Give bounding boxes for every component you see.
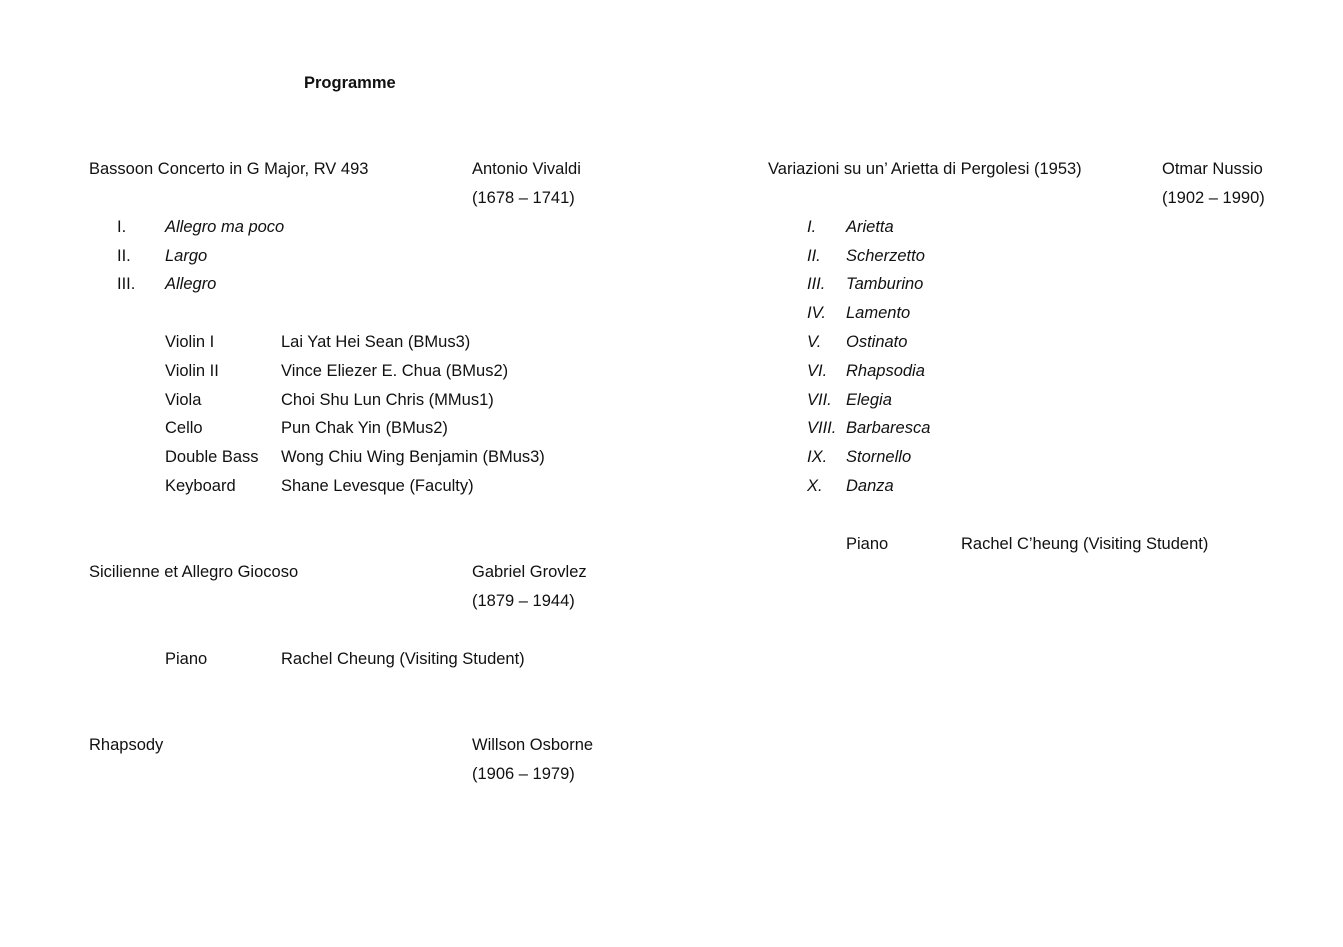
performer-name: Pun Chak Yin (BMus2): [281, 419, 448, 437]
composer-dates: (1879 – 1944): [472, 592, 575, 610]
performer-name: Vince Eliezer E. Chua (BMus2): [281, 362, 509, 380]
movement-name: Stornello: [846, 448, 912, 466]
page-title: Programme: [304, 74, 396, 92]
piece-title: Bassoon Concerto in G Major, RV 493: [89, 160, 369, 178]
movement-number: IV.: [807, 304, 826, 322]
performer-role: Violin II: [165, 362, 219, 380]
performer-name: Shane Levesque (Faculty): [281, 477, 474, 495]
movement-name: Barbaresca: [846, 419, 931, 437]
movement-number: X.: [807, 477, 823, 495]
performer-name: Rachel Cheung (Visiting Student): [281, 650, 525, 668]
movement-number: IX.: [807, 448, 828, 466]
movement-number: III.: [117, 275, 136, 293]
performer-role: Violin I: [165, 333, 215, 351]
composer-dates: (1906 – 1979): [472, 765, 575, 783]
composer-name: Otmar Nussio: [1162, 160, 1263, 178]
performer-role: Keyboard: [165, 477, 236, 495]
movement-name: Elegia: [846, 391, 892, 409]
performer-role: Cello: [165, 419, 203, 437]
performer-name: Lai Yat Hei Sean (BMus3): [281, 333, 471, 351]
piece-title: Variazioni su un’ Arietta di Pergolesi (1953): [768, 160, 1082, 178]
movement-number: II.: [807, 247, 821, 265]
movement-name: Ostinato: [846, 333, 908, 351]
performer-role: Piano: [846, 535, 889, 553]
composer-name: Gabriel Grovlez: [472, 563, 587, 581]
movement-number: V.: [807, 333, 822, 351]
movement-name: Lamento: [846, 304, 911, 322]
performer-name: Rachel C’heung (Visiting Student): [961, 535, 1209, 553]
performer-role: Double Bass: [165, 448, 259, 466]
movement-name: Tamburino: [846, 275, 924, 293]
movement-name: Danza: [846, 477, 894, 495]
movement-name: Allegro: [165, 275, 217, 293]
movement-name: Arietta: [846, 218, 894, 236]
composer-dates: (1902 – 1990): [1162, 189, 1265, 207]
movement-number: VII.: [807, 391, 832, 409]
movement-number: I.: [807, 218, 817, 236]
composer-name: Antonio Vivaldi: [472, 160, 581, 178]
movement-number: I.: [117, 218, 127, 236]
performer-role: Viola: [165, 391, 202, 409]
movement-number: VIII.: [807, 419, 837, 437]
composer-dates: (1678 – 1741): [472, 189, 575, 207]
movement-name: Rhapsodia: [846, 362, 925, 380]
performer-role: Piano: [165, 650, 208, 668]
movement-number: III.: [807, 275, 826, 293]
movement-number: VI.: [807, 362, 828, 380]
performer-name: Choi Shu Lun Chris (MMus1): [281, 391, 494, 409]
movement-name: Scherzetto: [846, 247, 925, 265]
piece-title: Rhapsody: [89, 736, 164, 754]
composer-name: Willson Osborne: [472, 736, 594, 754]
piece-title: Sicilienne et Allegro Giocoso: [89, 563, 299, 581]
movement-name: Allegro ma poco: [165, 218, 285, 236]
performer-name: Wong Chiu Wing Benjamin (BMus3): [281, 448, 545, 466]
movement-number: II.: [117, 247, 131, 265]
movement-name: Largo: [165, 247, 208, 265]
